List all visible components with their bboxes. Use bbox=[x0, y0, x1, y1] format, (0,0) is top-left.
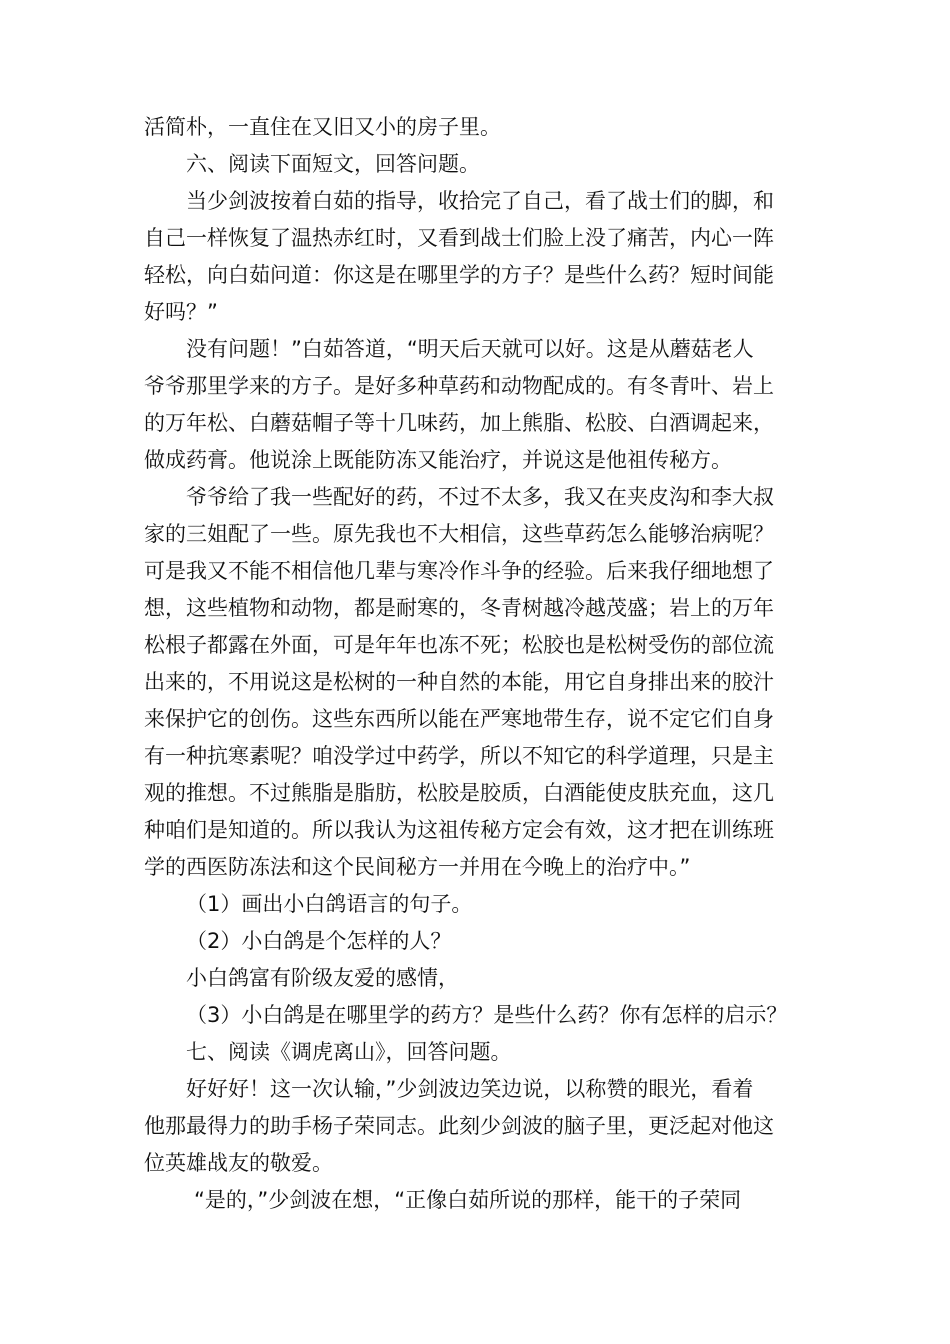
question-1: （1）画出小白鸽语言的句子。 bbox=[186, 892, 473, 916]
section-heading-6: 六、阅读下面短文，回答问题。 bbox=[186, 152, 480, 176]
text-line: 没有问题！”白茹答道，“明天后天就可以好。这是从蘑菇老人 bbox=[186, 337, 754, 361]
text-line: 爷爷给了我一些配好的药，不过不太多，我又在夹皮沟和李大叔 bbox=[186, 485, 774, 509]
text-line: 轻松，向白茹问道：你这是在哪里学的方子？是些什么药？短时间能 bbox=[144, 263, 774, 287]
answer-2: 小白鸽富有阶级友爱的感情， bbox=[186, 966, 459, 990]
text-line: 观的推想。不过熊脂是脂肪，松胶是胶质，白酒能使皮肤充血，这几 bbox=[144, 781, 774, 805]
text-line: 做成药膏。他说涂上既能防冻又能治疗，并说这是他祖传秘方。 bbox=[144, 448, 732, 472]
question-2: （2）小白鸽是个怎样的人？ bbox=[186, 929, 452, 953]
text-line: 爷爷那里学来的方子。是好多种草药和动物配成的。有冬青叶、岩上 bbox=[144, 374, 774, 398]
question-3: （3）小白鸽是在哪里学的药方？是些什么药？你有怎样的启示？ bbox=[186, 1003, 788, 1027]
text-line: 可是我又不能不相信他几辈与寒冷作斗争的经验。后来我仔细地想了 bbox=[144, 559, 774, 583]
text-line: 有一种抗寒素呢？咱没学过中药学，所以不知它的科学道理，只是主 bbox=[144, 744, 774, 768]
text-line: 位英雄战友的敬爱。 bbox=[144, 1151, 333, 1175]
text-line: 好好好！这一次认输，”少剑波边笑边说，以称赞的眼光，看着 bbox=[186, 1077, 754, 1101]
text-line: 的万年松、白蘑菇帽子等十几味药，加上熊脂、松胶、白酒调起来， bbox=[144, 411, 774, 435]
text-line: 家的三姐配了一些。原先我也不大相信，这些草药怎么能够治病呢？ bbox=[144, 522, 774, 546]
text-line: 种咱们是知道的。所以我认为这祖传秘方定会有效，这才把在训练班 bbox=[144, 818, 774, 842]
text-line: 当少剑波按着白茹的指导，收拾完了自己，看了战士们的脚，和 bbox=[186, 189, 774, 213]
text-line: 他那最得力的助手杨子荣同志。此刻少剑波的脑子里，更泛起对他这 bbox=[144, 1114, 774, 1138]
text-line: 出来的，不用说这是松树的一种自然的本能，用它自身排出来的胶汁 bbox=[144, 670, 774, 694]
text-line: 活简朴，一直住在又旧又小的房子里。 bbox=[144, 115, 501, 139]
text-line: 学的西医防冻法和这个民间秘方一并用在今晚上的治疗中。” bbox=[144, 855, 691, 879]
section-heading-7: 七、阅读《调虎离山》，回答问题。 bbox=[186, 1040, 512, 1064]
text-line: 好吗？” bbox=[144, 300, 218, 324]
text-line: 自己一样恢复了温热赤红时，又看到战士们脸上没了痛苦，内心一阵 bbox=[144, 226, 774, 250]
text-line: 来保护它的创伤。这些东西所以能在严寒地带生存，说不定它们自身 bbox=[144, 707, 774, 731]
text-line: 想，这些植物和动物，都是耐寒的，冬青树越冷越茂盛；岩上的万年 bbox=[144, 596, 774, 620]
text-line: “是的，”少剑波在想，“正像白茹所说的那样，能干的子荣同 bbox=[194, 1188, 742, 1212]
text-line: 松根子都露在外面，可是年年也冻不死；松胶也是松树受伤的部位流 bbox=[144, 633, 774, 657]
